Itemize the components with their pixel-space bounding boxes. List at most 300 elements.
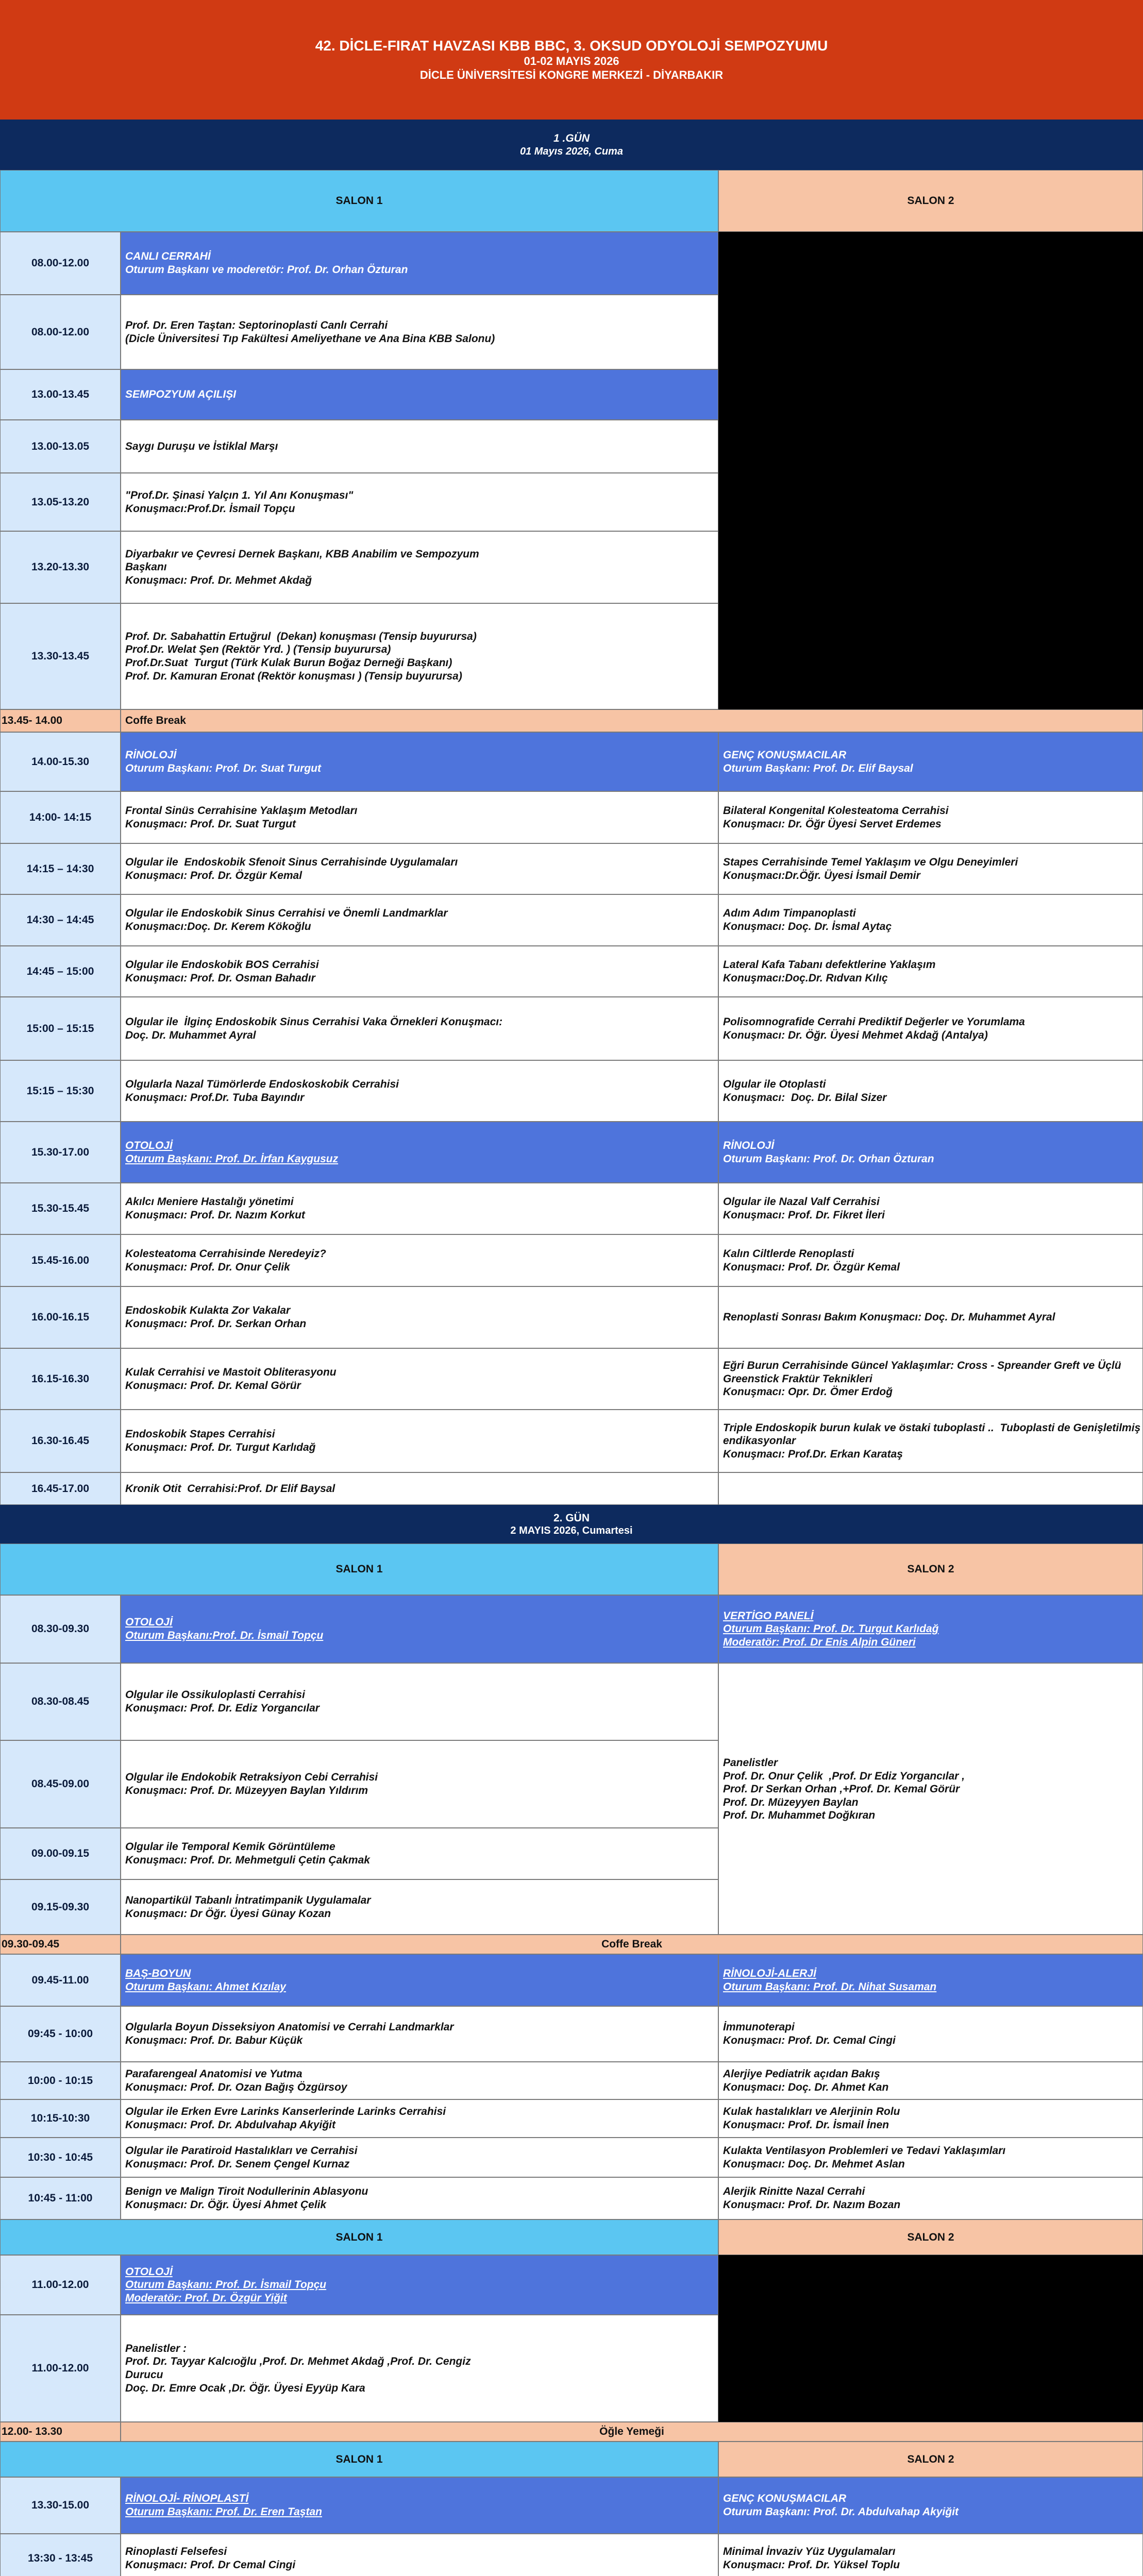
row-brk-t	[0, 709, 1143, 732]
time-label: 13.30-13.45	[31, 650, 90, 663]
cell-line: Kulakta Ventilasyon Problemleri ve Tedavi Yaklaşımları	[723, 2144, 1006, 2157]
talk-cell	[718, 894, 1143, 946]
cell-line: Oturum Başkanı: Prof. Dr. Turgut Karlıdağ	[723, 1623, 939, 1635]
talk-cell	[718, 1286, 1143, 1348]
talk-cell	[718, 1234, 1143, 1286]
session-header	[121, 732, 718, 791]
time-cell	[0, 531, 121, 603]
talk-cell	[121, 2099, 718, 2138]
row-row	[0, 894, 1143, 946]
session-header	[121, 2255, 718, 2315]
time-cell	[0, 603, 121, 709]
cell-line: Olgular ile Endoskobik Sinus Cerrahisi ve Önemli Landmarklar	[125, 907, 448, 920]
time-cell	[0, 1472, 121, 1505]
time-label: 13.00-13.45	[31, 388, 90, 401]
cell-line: Eğri Burun Cerrahisinde Güncel Yaklaşımlar: Cross - Spreander Greft ve Üçlü	[723, 1360, 1121, 1372]
time-label: 15.30-17.00	[31, 1146, 90, 1158]
time-label: 14:30 – 14:45	[26, 914, 94, 926]
cell-line: Konuşmacı: Dr. Öğr Üyesi Servet Erdemes	[723, 818, 942, 830]
talk-cell	[121, 531, 718, 603]
time-cell	[0, 2062, 121, 2099]
time-cell	[0, 473, 121, 531]
cell-line: Oturum Başkanı:Prof. Dr. İsmail Topçu	[125, 1630, 324, 1641]
talk-cell	[121, 2138, 718, 2177]
session-header	[718, 1954, 1143, 2006]
talk-cell	[121, 791, 718, 843]
time-label: 14:00- 14:15	[29, 811, 92, 823]
cell-line: Nanopartikül Tabanlı İntratimpanik Uygulamalar	[125, 1894, 371, 1906]
cell-line: Minimal İnvaziv Yüz Uygulamaları	[723, 2545, 896, 2557]
salon-1-header	[0, 170, 718, 232]
cell-line: Konuşmacı: Doç. Dr. Bilal Sizer	[723, 1091, 887, 1104]
time-label: 08.00-12.00	[31, 326, 90, 338]
cell-line: Konuşmacı: Prof. Dr. Ozan Bağış Özgürsoy	[125, 2081, 347, 2093]
cell-line: Konuşmacı: Prof. Dr. Yüksel Toplu	[723, 2558, 900, 2571]
cell-line: Konuşmacı: Prof. Dr. Müzeyyen Baylan Yıldırım	[125, 1785, 368, 1797]
talk-cell	[718, 997, 1143, 1060]
cell-line: OTOLOJİ	[125, 2265, 173, 2278]
time-label: 09.45-11.00	[31, 1974, 89, 1986]
cell-line: RİNOLOJİ	[723, 1139, 775, 1151]
cell-line: Konuşmacı:Doç. Dr. Kerem Kökoğlu	[125, 921, 311, 933]
row-row	[0, 2477, 1143, 2534]
row-brk-l	[0, 1935, 1143, 1954]
time-label: 13.30-15.00	[31, 2499, 90, 2512]
cell-line: Alerjiye Pediatrik açıdan Bakış	[723, 2067, 880, 2080]
talk-cell	[121, 1663, 718, 1740]
cell-line: Olgular ile Otoplasti	[723, 1078, 826, 1090]
break-label	[121, 2422, 1143, 2442]
talk-cell	[718, 1060, 1143, 1122]
cell-line: Konuşmacı: Prof. Dr. Turgut Karlıdağ	[125, 1442, 316, 1453]
row-row	[0, 369, 1143, 420]
salon-2-header	[718, 1544, 1143, 1595]
time-label: 08.45-09.00	[31, 1778, 90, 1790]
talk-cell	[718, 1183, 1143, 1234]
empty-cell	[718, 2315, 1143, 2422]
time-cell	[0, 2255, 121, 2315]
cell-line: Konuşmacı: Prof. Dr. Ediz Yorgancılar	[125, 1702, 320, 1714]
empty-cell	[718, 473, 1143, 531]
time-cell	[0, 420, 121, 473]
row-row	[0, 2099, 1143, 2138]
row-row	[0, 2255, 1143, 2315]
cell-line: Olgular ile Endokobik Retraksiyon Cebi Cerrahisi	[125, 1771, 378, 1784]
cell-line: Konuşmacı:Doç.Dr. Rıdvan Kılıç	[723, 972, 888, 984]
time-cell	[0, 2422, 121, 2442]
row-row	[0, 1954, 1143, 2006]
row-row	[0, 531, 1143, 603]
cell-line: RİNOLOJİ- RİNOPLASTİ	[125, 2493, 249, 2505]
talk-cell	[121, 295, 718, 369]
cell-line: Konuşmacı: Dr. Öğr. Üyesi Ahmet Çelik	[125, 2199, 327, 2211]
cell-line: Kolesteatoma Cerrahisinde Neredeyiz?	[125, 1247, 326, 1260]
time-label: 14:15 – 14:30	[26, 862, 94, 875]
break-text: Öğle Yemeği	[599, 2426, 664, 2438]
row-row	[0, 1183, 1143, 1234]
time-label: 10:00 - 10:15	[27, 2074, 93, 2087]
time-label: 13.20-13.30	[31, 561, 90, 573]
cell-line: Oturum Başkanı: Prof. Dr. Orhan Özturan	[723, 1153, 934, 1165]
session-header	[718, 732, 1143, 791]
day-banner	[0, 120, 1143, 170]
talk-cell	[121, 1183, 718, 1234]
time-cell	[0, 1286, 121, 1348]
row-row	[0, 1879, 1143, 1935]
cell-line: Olgular ile Nazal Valf Cerrahisi	[723, 1196, 880, 1208]
cell-line: Prof. Dr. Kamuran Eronat (Rektör konuşması ) (Tensip buyurursa)	[125, 670, 462, 682]
time-label: 11.00-12.00	[31, 2362, 89, 2375]
salon-1-label: SALON 1	[335, 195, 383, 207]
empty-cell	[718, 295, 1143, 369]
cell-line: Prof.Dr. Welat Şen (Rektör Yrd. ) (Tensip buyurursa)	[125, 643, 391, 656]
cell-line: Oturum Başkanı: Prof. Dr. Suat Turgut	[125, 762, 321, 774]
cell-line: Durucu	[125, 2369, 163, 2381]
time-cell	[0, 1935, 121, 1954]
time-label: 13.00-13.05	[31, 440, 90, 452]
cell-line: Konuşmacı: Prof. Dr. Serkan Orhan	[125, 1318, 307, 1330]
time-cell	[0, 295, 121, 369]
time-label: 15.45-16.00	[31, 1254, 90, 1266]
time-cell	[0, 1828, 121, 1879]
cell-line: Konuşmacı: Prof. Dr. Senem Çengel Kurnaz	[125, 2158, 350, 2170]
time-cell	[0, 2177, 121, 2219]
cell-line: Konuşmacı: Prof. Dr. Fikret İleri	[723, 1209, 885, 1221]
row-row	[0, 997, 1143, 1060]
time-cell	[0, 1234, 121, 1286]
cell-line: Oturum Başkanı: Ahmet Kızılay	[125, 1980, 286, 1993]
time-label: 09.30-09.45	[2, 1938, 60, 1951]
talk-cell	[718, 791, 1143, 843]
cell-line: Konuşmacı: Prof. Dr. Babur Küçük	[125, 2035, 303, 2046]
row-row	[0, 732, 1143, 791]
time-cell	[0, 1740, 121, 1828]
time-label: 08.30-08.45	[31, 1696, 90, 1708]
break-text: Coffe Break	[125, 715, 186, 727]
talk-cell	[718, 2177, 1143, 2219]
talk-cell	[121, 1879, 718, 1935]
empty-cell	[718, 531, 1143, 603]
time-cell	[0, 894, 121, 946]
row-row	[0, 420, 1143, 473]
time-cell	[0, 997, 121, 1060]
time-label: 16.45-17.00	[31, 1482, 90, 1495]
talk-cell	[121, 2315, 718, 2422]
time-cell	[0, 1183, 121, 1234]
cell-line: Olgularla Nazal Tümörlerde Endoskoskobik Cerrahisi	[125, 1078, 399, 1090]
row-row	[0, 1410, 1143, 1472]
cell-line: OTOLOJİ	[125, 1616, 173, 1629]
talk-cell	[718, 946, 1143, 997]
panel-cell	[718, 1828, 1143, 1879]
empty-cell	[718, 2255, 1143, 2315]
cell-line: Doç. Dr. Muhammet Ayral	[125, 1029, 256, 1041]
talk-cell	[121, 2534, 718, 2576]
time-label: 08.30-09.30	[31, 1623, 90, 1635]
cell-line: Konuşmacı: Doç. Dr. Ahmet Kan	[723, 2081, 889, 2093]
row-row	[0, 232, 1143, 295]
row-salons	[0, 2442, 1143, 2477]
row-row	[0, 2062, 1143, 2099]
time-label: 16.30-16.45	[31, 1435, 90, 1447]
cell-line: Konuşmacı: Prof.Dr. Tuba Bayındır	[125, 1091, 305, 1104]
empty-cell	[718, 420, 1143, 473]
header-dates: 01-02 MAYIS 2026	[524, 55, 619, 68]
talk-cell	[121, 1234, 718, 1286]
cell-line: Konuşmacı: Opr. Dr. Ömer Erdoğ	[723, 1386, 893, 1398]
row-row	[0, 843, 1143, 894]
cell-line: Prof. Dr. Onur Çelik ,Prof. Dr Ediz Yorgancılar ,	[723, 1770, 965, 1782]
time-label: 14.00-15.30	[31, 755, 90, 768]
salon-2-header	[718, 2442, 1143, 2477]
salon-1-label: SALON 1	[335, 2231, 383, 2243]
row-salons	[0, 1544, 1143, 1595]
session-header	[121, 2477, 718, 2534]
time-cell	[0, 732, 121, 791]
salon-1-header	[0, 2219, 718, 2255]
cell-line: Prof. Dr. Müzeyyen Baylan	[723, 1796, 859, 1808]
talk-cell	[121, 1472, 718, 1505]
talk-cell	[121, 1740, 718, 1828]
cell-line: Prof.Dr.Suat Turgut (Türk Kulak Burun Boğaz Derneği Başkanı)	[125, 657, 452, 669]
cell-line: Olgular ile Erken Evre Larinks Kanserlerinde Larinks Cerrahisi	[125, 2106, 446, 2118]
cell-line: Greenstick Fraktür Teknikleri	[723, 1372, 872, 1385]
cell-line: Konuşmacı:Prof.Dr. İsmail Topçu	[125, 502, 295, 515]
cell-line: Prof. Dr. Tayyar Kalcıoğlu ,Prof. Dr. Mehmet Akdağ ,Prof. Dr. Cengiz	[125, 2355, 471, 2368]
salon-1-label: SALON 1	[335, 2453, 383, 2465]
cell-line: Konuşmacı: Prof. Dr. Nazım Korkut	[125, 1209, 305, 1221]
row-row	[0, 1122, 1143, 1183]
cell-line: İmmunoterapi	[723, 2021, 795, 2033]
time-label: 15.30-15.45	[31, 1202, 90, 1215]
day-date: 01 Mayıs 2026, Cuma	[519, 145, 624, 157]
cell-line: GENÇ KONUŞMACILAR	[723, 749, 847, 761]
time-label: 16.00-16.15	[31, 1311, 90, 1324]
talk-cell	[121, 2062, 718, 2099]
session-header	[121, 369, 718, 420]
cell-line: Rinoplasti Felsefesi	[125, 2545, 227, 2557]
row-row	[0, 2177, 1143, 2219]
cell-line: Parafarengeal Anatomisi ve Yutma	[125, 2067, 302, 2080]
session-header	[121, 1122, 718, 1183]
time-label: 14:45 – 15:00	[26, 965, 94, 977]
talk-cell	[121, 1286, 718, 1348]
cell-line: Doç. Dr. Emre Ocak ,Dr. Öğr. Üyesi Eyyüp Kara	[125, 2382, 365, 2394]
row-row	[0, 1595, 1143, 1663]
cell-line: Konuşmacı: Prof. Dr. Nazım Bozan	[723, 2199, 901, 2211]
row-row	[0, 1286, 1143, 1348]
cell-line: Saygı Duruşu ve İstiklal Marşı	[125, 440, 278, 452]
time-label: 09.00-09.15	[31, 1848, 90, 1860]
cell-line: Alerjik Rinitte Nazal Cerrahi	[723, 2185, 865, 2198]
salon-2-label: SALON 2	[907, 195, 954, 207]
time-cell	[0, 1122, 121, 1183]
cell-line: Oturum Başkanı: Prof. Dr. Nihat Susaman	[723, 1980, 937, 1993]
cell-line: Kulak Cerrahisi ve Mastoit Obliterasyonu	[125, 1366, 337, 1378]
time-label: 13.45- 14.00	[2, 715, 62, 727]
salon-1-label: SALON 1	[335, 1563, 383, 1575]
cell-line: Panelistler	[723, 1757, 778, 1769]
talk-cell	[121, 603, 718, 709]
row-row	[0, 295, 1143, 369]
time-label: 09:45 - 10:00	[27, 2028, 93, 2040]
day-label: 1 .GÜN	[553, 132, 590, 144]
talk-cell	[121, 1060, 718, 1122]
cell-line: Panelistler :	[125, 2342, 187, 2354]
row-salons	[0, 170, 1143, 232]
row-row	[0, 2138, 1143, 2177]
time-label: 16.15-16.30	[31, 1372, 90, 1385]
cell-line: Konuşmacı: Prof. Dr. Onur Çelik	[125, 1261, 290, 1273]
salon-1-header	[0, 1544, 718, 1595]
row-day	[0, 1505, 1143, 1544]
cell-line: Konuşmacı: Doç. Dr. İsmal Aytaç	[723, 921, 892, 933]
cell-line: Moderatör: Prof. Dr Enis Alpin Güneri	[723, 1636, 916, 1648]
time-cell	[0, 2138, 121, 2177]
cell-line: Lateral Kafa Tabanı defektlerine Yaklaşım	[723, 958, 936, 971]
cell-line: Konuşmacı: Prof. Dr. Mehmetguli Çetin Çakmak	[125, 1854, 370, 1866]
time-cell	[0, 232, 121, 295]
cell-line: Prof. Dr. Muhammet Doğkıran	[723, 1809, 876, 1822]
time-cell	[0, 791, 121, 843]
talk-cell	[718, 2006, 1143, 2062]
talk-cell	[121, 946, 718, 997]
talk-cell	[718, 2138, 1143, 2177]
cell-line: Konuşmacı: Prof. Dr. Özgür Kemal	[125, 869, 302, 882]
cell-line: (Dicle Üniversitesi Tıp Fakültesi Ameliyethane ve Ana Bina KBB Salonu)	[125, 332, 495, 345]
row-row	[0, 603, 1143, 709]
time-cell	[0, 946, 121, 997]
salon-1-header	[0, 2442, 718, 2477]
empty-cell	[718, 1472, 1143, 1505]
cell-line: CANLI CERRAHİ	[125, 250, 211, 263]
row-row	[0, 1348, 1143, 1410]
talk-cell	[121, 997, 718, 1060]
row-row	[0, 791, 1143, 843]
time-cell	[0, 369, 121, 420]
cell-line: Triple Endoskopik burun kulak ve östaki tuboplasti .. Tuboplasti de Genişletilmiş	[723, 1421, 1141, 1434]
cell-line: Konuşmacı: Prof.Dr. Erkan Karataş	[723, 1448, 903, 1460]
cell-line: Oturum Başkanı: Prof. Dr. Abdulvahap Akyiğit	[723, 2506, 959, 2518]
time-label: 11.00-12.00	[31, 2279, 89, 2291]
session-header	[718, 1122, 1143, 1183]
time-cell	[0, 1663, 121, 1740]
session-header	[121, 232, 718, 295]
cell-line: Oturum Başkanı: Prof. Dr. Eren Taştan	[125, 2506, 322, 2518]
salon-2-label: SALON 2	[907, 2231, 954, 2243]
talk-cell	[718, 1410, 1143, 1472]
cell-line: Olgular ile Endoskobik BOS Cerrahisi	[125, 958, 319, 971]
cell-line: Konuşmacı: Prof. Dr. İsmail İnen	[723, 2119, 889, 2131]
cell-line: Konuşmacı: Prof. Dr. Mehmet Akdağ	[125, 574, 312, 586]
time-cell	[0, 2315, 121, 2422]
cell-line: "Prof.Dr. Şinasi Yalçın 1. Yıl Anı Konuşması"	[125, 489, 354, 501]
cell-line: RİNOLOJİ	[125, 749, 177, 761]
session-header	[121, 1595, 718, 1663]
day-banner	[0, 1505, 1143, 1544]
session-header	[718, 2477, 1143, 2534]
cell-line: Prof. Dr Serkan Orhan ,+Prof. Dr. Kemal Görür	[723, 1783, 960, 1795]
cell-line: Konuşmacı: Prof. Dr. Abdulvahap Akyiğit	[125, 2119, 336, 2131]
talk-cell	[121, 2177, 718, 2219]
cell-line: Polisomnografide Cerrahi Prediktif Değerler ve Yorumlama	[723, 1015, 1025, 1028]
salon-2-label: SALON 2	[907, 1563, 954, 1575]
cell-line: Prof. Dr. Eren Taştan: Septorinoplasti Canlı Cerrahi	[125, 319, 388, 331]
cell-line: Oturum Başkanı: Prof. Dr. Elif Baysal	[723, 762, 913, 774]
cell-line: Konuşmacı: Dr. Öğr. Üyesi Mehmet Akdağ (Antalya)	[723, 1029, 988, 1041]
time-cell	[0, 2477, 121, 2534]
cell-line: Konuşmacı: Prof. Dr. Suat Turgut	[125, 818, 296, 830]
break-text: Coffe Break	[601, 1938, 662, 1951]
talk-cell	[121, 2006, 718, 2062]
time-cell	[0, 2099, 121, 2138]
time-label: 13.05-13.20	[31, 496, 90, 508]
page-header	[0, 0, 1143, 120]
break-label	[121, 1935, 1143, 1954]
cell-line: Olgular ile Endoskobik Sfenoit Sinus Cerrahisinde Uygulamaları	[125, 856, 458, 868]
cell-line: Oturum Başkanı: Prof. Dr. İrfan Kaygusuz	[125, 1153, 339, 1165]
cell-line: Konuşmacı: Prof. Dr. Özgür Kemal	[723, 1261, 900, 1273]
salon-2-label: SALON 2	[907, 2453, 954, 2465]
cell-line: Konuşmacı:Dr.Öğr. Üyesi İsmail Demir	[723, 869, 920, 882]
cell-line: Bilateral Kongenital Kolesteatoma Cerrahisi	[723, 804, 949, 817]
cell-line: BAŞ-BOYUN	[125, 1967, 191, 1979]
cell-line: Başkanı	[125, 561, 167, 573]
cell-line: Konuşmacı: Prof. Dr. Cemal Cingi	[723, 2035, 896, 2046]
empty-cell	[718, 369, 1143, 420]
cell-line: RİNOLOJİ-ALERJİ	[723, 1967, 816, 1979]
time-cell	[0, 2534, 121, 2576]
header-venue: DİCLE ÜNİVERSİTESİ KONGRE MERKEZİ - DİYARBAKIR	[419, 69, 724, 82]
cell-line: OTOLOJİ	[125, 1139, 173, 1151]
cell-line: Olgular ile İlginç Endoskobik Sinus Cerrahisi Vaka Örnekleri Konuşmacı:	[125, 1015, 503, 1028]
row-row	[0, 2534, 1143, 2576]
cell-line: Adım Adım Timpanoplasti	[723, 907, 856, 920]
row-row	[0, 1234, 1143, 1286]
talk-cell	[718, 2099, 1143, 2138]
row-row	[0, 1472, 1143, 1505]
empty-cell	[718, 603, 1143, 709]
talk-cell	[121, 843, 718, 894]
talk-cell	[121, 420, 718, 473]
cell-line: Olgular ile Ossikuloplasti Cerrahisi	[125, 1689, 305, 1701]
time-cell	[0, 2006, 121, 2062]
vertigo-panelists	[723, 1756, 1139, 1822]
time-label: 10:15-10:30	[30, 2112, 90, 2125]
cell-line: SEMPOZYUM AÇILIŞI	[125, 388, 237, 401]
row-row	[0, 1828, 1143, 1879]
time-label: 10:45 - 11:00	[28, 2192, 93, 2205]
cell-line: Konuşmacı: Doç. Dr. Mehmet Aslan	[723, 2158, 905, 2170]
panel-cell	[718, 1879, 1143, 1935]
time-label: 15:15 – 15:30	[26, 1084, 94, 1097]
cell-line: Kulak hastalıkları ve Alerjinin Rolu	[723, 2106, 900, 2118]
row-row	[0, 1060, 1143, 1122]
header-title: 42. DİCLE-FIRAT HAVZASI KBB BBC, 3. OKSUD ODYOLOJİ SEMPOZYUMU	[315, 38, 828, 54]
time-cell	[0, 1348, 121, 1410]
salon-2-header	[718, 2219, 1143, 2255]
panel-cell	[718, 1663, 1143, 1822]
row-row	[0, 473, 1143, 531]
row-row	[0, 2006, 1143, 2062]
cell-line: Benign ve Malign Tiroit Nodullerinin Ablasyonu	[125, 2185, 368, 2198]
cell-line: VERTİGO PANELİ	[723, 1609, 814, 1622]
cell-line: Konuşmacı: Dr Öğr. Üyesi Günay Kozan	[125, 1907, 331, 1920]
row-brk-l	[0, 2422, 1143, 2442]
cell-line: Kronik Otit Cerrahisi:Prof. Dr Elif Baysal	[125, 1482, 335, 1495]
time-cell	[0, 1595, 121, 1663]
cell-line: Olgularla Boyun Disseksiyon Anatomisi ve Cerrahi Landmarklar	[125, 2021, 454, 2033]
